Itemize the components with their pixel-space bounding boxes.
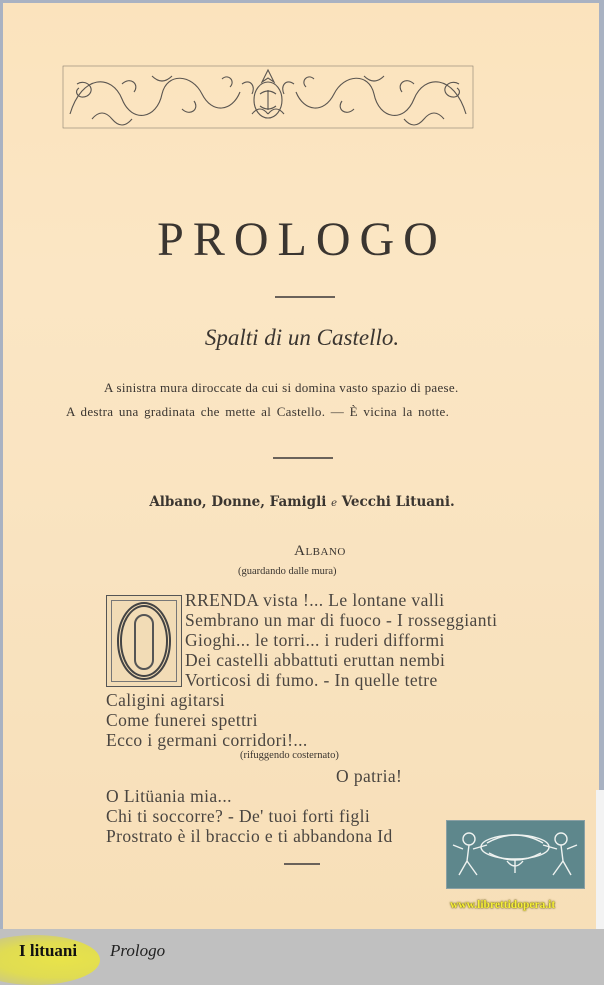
verse-line: Caligini agitarsi	[106, 690, 226, 710]
characters-part2: Vecchi Lituani.	[341, 494, 455, 510]
verse-line: Sembrano un mar di fuoco - I rosseggianti	[185, 610, 498, 630]
website-link[interactable]: www.librettidopera.it	[450, 899, 556, 911]
footer-bar	[0, 929, 604, 979]
verse-line: RRENDA vista !... Le lontane valli	[185, 590, 445, 610]
verse-line: Dei castelli abbattuti eruttan nembi	[185, 650, 446, 670]
stage-direction-line: A sinistra mura diroccate da cui si domina vasto spazio di paese.	[104, 380, 459, 395]
cherubs-icon	[447, 821, 584, 888]
character-list	[0, 494, 604, 510]
cherubs-garland-logo[interactable]	[446, 820, 585, 889]
speaker-name: Albano	[294, 543, 346, 559]
page-edge	[596, 790, 604, 929]
verse-line: O patria!	[336, 766, 403, 786]
speaker-direction: (guardando dalle mura)	[238, 566, 337, 577]
verse-line: Come funerei spettri	[106, 710, 258, 730]
verse-line: Ecco i germani corridori!...	[106, 730, 308, 750]
verse-line: Chi ti soccorre? - De' tuoi forti figli	[106, 806, 371, 826]
inline-stage-direction: (rifuggendo costernato)	[240, 750, 339, 761]
verse-line: Vorticosi di fumo. - In quelle tetre	[185, 670, 438, 690]
divider-rule	[273, 457, 333, 459]
drop-cap-o	[106, 595, 182, 687]
page-title: PROLOGO	[157, 213, 447, 266]
floral-headpiece-ornament	[62, 64, 474, 130]
divider-rule	[275, 296, 335, 298]
opera-title-link[interactable]: I lituani	[19, 941, 78, 960]
scene-subtitle: Spalti di un Castello.	[204, 325, 400, 350]
characters-part1: Albano, Donne, Famigli	[149, 494, 327, 510]
verse-line: Prostrato è il braccio e ti abbandona Id	[106, 826, 393, 846]
verse-line: O Litüania mia...	[106, 786, 232, 806]
characters-conjunction: e	[331, 498, 337, 509]
libretto-page	[3, 3, 599, 929]
section-label: Prologo	[110, 941, 166, 960]
stage-direction-line: A destra una gradinata che mette al Castello. — È vicina la notte.	[66, 404, 450, 419]
divider-rule	[284, 863, 320, 865]
verse-line: Gioghi... le torri... i ruderi difformi	[185, 630, 445, 650]
